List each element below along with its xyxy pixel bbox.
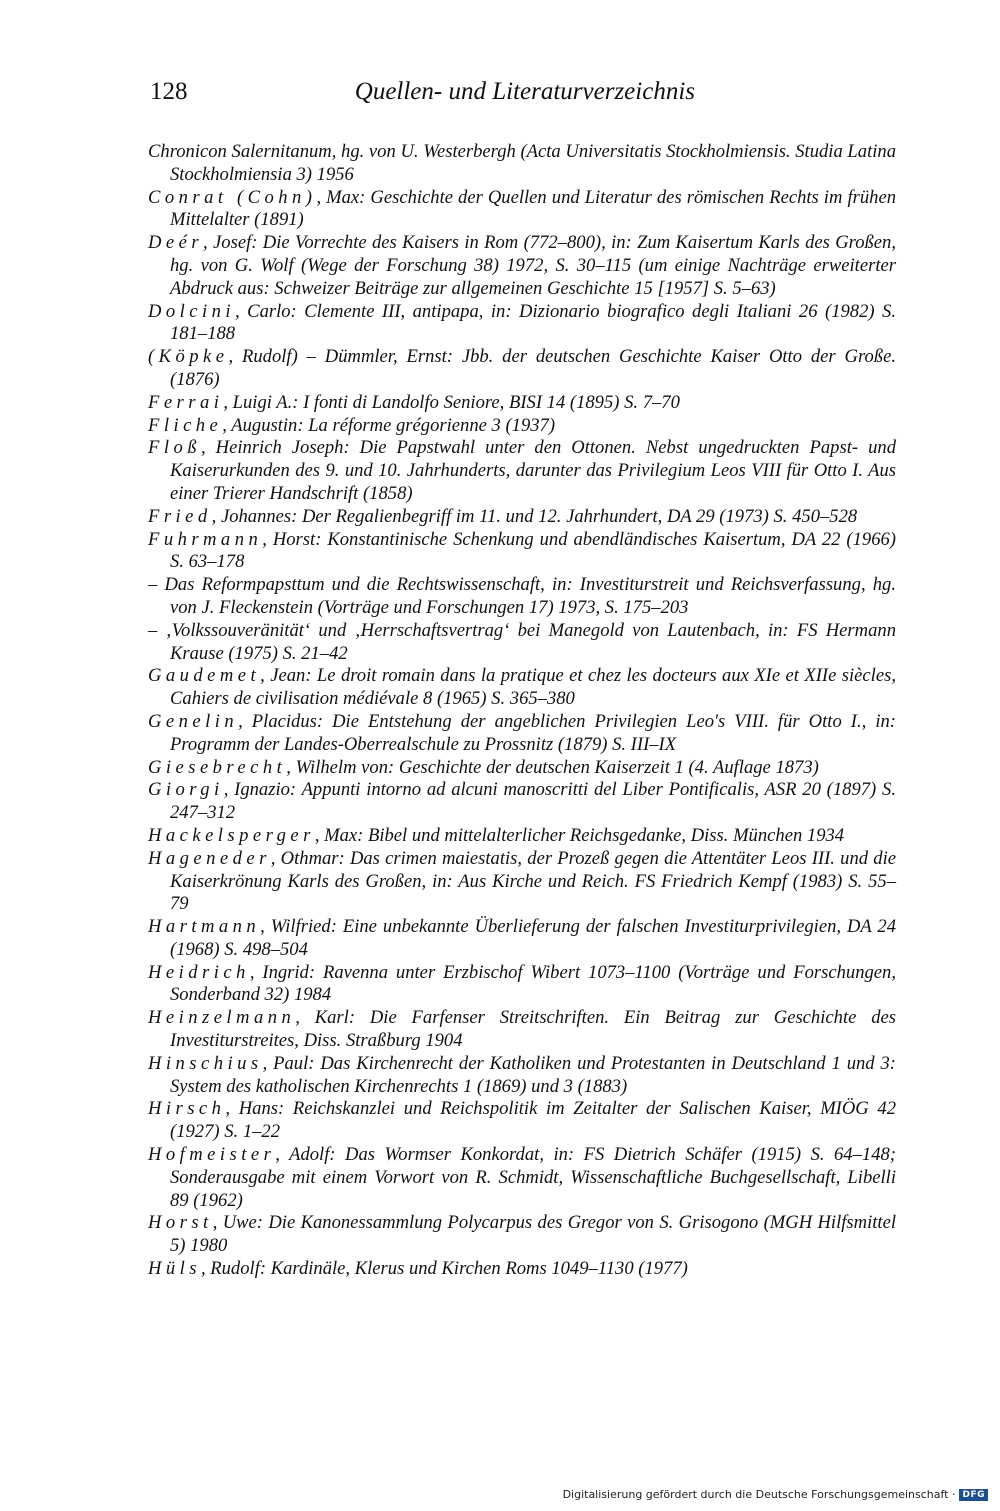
entry-author: Hackelsperger xyxy=(148,824,315,846)
bibliography-entry xyxy=(148,1144,896,1212)
entry-text: , Horst: Konstantinische Schenkung und abendländisches Kaisertum, DA 22 (1966) S. 63–178 xyxy=(170,528,896,573)
entry-author: Giesebrecht xyxy=(148,756,287,778)
bibliography-entry xyxy=(148,916,896,962)
bibliography-entry xyxy=(148,506,896,529)
footer xyxy=(563,1488,988,1501)
entry-text: , Placidus: Die Entstehung der angeblichen Privilegien Leo's VIII. für Otto I., in: Programm der Landes-Oberrealschule zu Prossnitz (1879) S. III–IX xyxy=(170,710,896,755)
entry-text: , Paul: Das Kirchenrecht der Katholiken und Protestanten in Deutschland 1 und 3: System des katholischen Kirchenrechts 1 (1869) und 3 (1883) xyxy=(170,1052,896,1097)
entry-author: Hüls xyxy=(148,1258,201,1280)
entry-text: – Das Reformpapsttum und die Rechtswissenschaft, in: Investiturstreit und Reichsverfassung, hg. von J. Fleckenstein (Vorträge und Forschungen 17) 1973, S. 175–203 xyxy=(148,574,896,618)
bibliography-entry xyxy=(148,346,896,392)
entry-text: , Rudolf) – Dümmler, Ernst: Jbb. der deutschen Geschichte Kaiser Otto der Große. (1876) xyxy=(170,346,896,390)
entry-author: Floß xyxy=(148,437,201,459)
entry-author: Ferrai xyxy=(148,391,224,413)
bibliography-list xyxy=(148,141,896,1281)
page-number: 128 xyxy=(150,78,188,105)
entry-text: , Augustin: La réforme grégorienne 3 (1937) xyxy=(222,414,556,436)
bibliography-entry xyxy=(148,1098,896,1144)
entry-text: , Adolf: Das Wormser Konkordat, in: FS Dietrich Schäfer (1915) S. 64–148; Sonderausgabe mit einem Vorwort von R. Schmidt, Wissenschaftliche Buchgesellschaft, Libelli 89 (1962) xyxy=(170,1144,896,1211)
entry-text: , Wilhelm von: Geschichte der deutschen Kaiserzeit 1 (4. Auflage 1873) xyxy=(286,756,819,778)
bibliography-entry xyxy=(148,187,896,233)
entry-author: Hageneder xyxy=(148,847,271,869)
entry-author: Hinschius xyxy=(148,1052,263,1074)
bibliography-entry xyxy=(148,757,896,780)
entry-text: Chronicon Salernitanum, hg. von U. Westerbergh (Acta Universitatis Stockholmiensis. Studia Latina Stockholmiensia 3) 1956 xyxy=(148,141,896,185)
entry-text: , Wilfried: Eine unbekannte Überlieferung der falschen Investiturprivilegien, DA 24 (1968) S. 498–504 xyxy=(170,916,896,960)
entry-author: Hartmann xyxy=(148,916,261,938)
bibliography-entry xyxy=(148,529,896,575)
entry-author: Dolcini xyxy=(148,300,236,322)
bibliography-entry xyxy=(148,1258,896,1281)
entry-text: , Johannes: Der Regalienbegriff im 11. und 12. Jahrhundert, DA 29 (1973) S. 450–528 xyxy=(211,505,858,527)
entry-author: Hirsch xyxy=(148,1098,226,1120)
dfg-logo: DFG xyxy=(959,1489,988,1501)
entry-text: , Uwe: Die Kanonessammlung Polycarpus des Gregor von S. Grisogono (MGH Hilfsmittel 5) 1980 xyxy=(170,1212,896,1257)
entry-author: Horst xyxy=(148,1212,213,1234)
entry-author: Genelin xyxy=(148,710,239,732)
entry-text: , Josef: Die Vorrechte des Kaisers in Rom (772–800), in: Zum Kaisertum Karls des Großen, hg. von G. Wolf (Wege der Forschung 38) 1972, S. 30–115 (um einige Nachträge erweiterter Abdruck aus: Schweizer Beiträge zur allgemeinen Geschichte 15 [1957] S. 5–63) xyxy=(170,232,896,299)
footer-text: Digitalisierung gefördert durch die Deutsche Forschungsgemeinschaft · xyxy=(562,1488,956,1501)
bibliography-entry xyxy=(148,232,896,300)
bibliography-entry xyxy=(148,962,896,1008)
entry-text: , Hans: Reichskanzlei und Reichspolitik im Zeitalter der Salischen Kaiser, MIÖG 42 (1927) S. 1–22 xyxy=(170,1098,896,1143)
bibliography-entry xyxy=(148,437,896,505)
entry-author: Fuhrmann xyxy=(148,528,263,550)
entry-text: , Jean: Le droit romain dans la pratique et chez les docteurs aux XIe et XIIe siècles, Cahiers de civilisation médiévale 8 (1965) S. 365–380 xyxy=(170,665,896,710)
bibliography-entry xyxy=(148,779,896,825)
entry-author: Hofmeister xyxy=(148,1144,276,1166)
entry-author: Fried xyxy=(148,505,212,527)
entry-author: Deér xyxy=(148,232,204,254)
bibliography-entry xyxy=(148,574,896,620)
running-title: Quellen- und Literaturverzeichnis xyxy=(354,78,695,105)
entry-text: , Rudolf: Kardinäle, Klerus und Kirchen Roms 1049–1130 (1977) xyxy=(200,1258,688,1280)
entry-text: , Heinrich Joseph: Die Papstwahl unter den Ottonen. Nebst ungedruckten Papst- und Kaiserurkunden des 9. und 10. Jahrhunderts, darunter das Privilegium Leos VIII für Otto I. Aus einer Trierer Handschrift (1858) xyxy=(170,437,896,504)
bibliography-entry xyxy=(148,665,896,711)
entry-author: Giorgi xyxy=(148,779,224,801)
entry-author: Heidrich xyxy=(148,961,250,983)
bibliography-entry xyxy=(148,711,896,757)
bibliography-entry xyxy=(148,141,896,187)
bibliography-entry xyxy=(148,848,896,916)
entry-text: – ‚Volkssouveränität‘ und ‚Herrschaftsvertrag‘ bei Manegold von Lautenbach, in: FS Hermann Krause (1975) S. 21–42 xyxy=(148,619,896,664)
bibliography-entry xyxy=(148,1212,896,1258)
entry-author: Conrat (Cohn) xyxy=(148,186,317,208)
entry-author: Gaudemet xyxy=(148,665,261,687)
entry-text: , Luigi A.: I fonti di Landolfo Seniore, BISI 14 (1895) S. 7–70 xyxy=(223,391,680,413)
entry-author: (Köpke xyxy=(148,346,229,368)
entry-text: , Othmar: Das crimen maiestatis, der Prozeß gegen die Attentäter Leos III. und die Kaiserkrönung Karls des Großen, in: Aus Kirche und Reich. FS Friedrich Kempf (1983) S. 55–79 xyxy=(170,847,896,915)
entry-text: , Max: Geschichte der Quellen und Literatur des römischen Rechts im frühen Mittelalter (1891) xyxy=(170,186,896,231)
entry-author: Fliche xyxy=(148,414,223,436)
bibliography-entry xyxy=(148,301,896,347)
bibliography-entry xyxy=(148,1007,896,1053)
entry-author: Heinzelmann xyxy=(148,1007,296,1029)
entry-text: , Carlo: Clemente III, antipapa, in: Dizionario biografico degli Italiani 26 (1982) S. 181–188 xyxy=(170,300,896,345)
entry-text: , Max: Bibel und mittelalterlicher Reichsgedanke, Diss. München 1934 xyxy=(314,824,845,846)
bibliography-entry xyxy=(148,415,896,438)
bibliography-entry xyxy=(148,825,896,848)
bibliography-entry xyxy=(148,392,896,415)
entry-text: , Ignazio: Appunti intorno ad alcuni manoscritti del Liber Pontificalis, ASR 20 (1897) S. 247–312 xyxy=(170,779,896,824)
page-header xyxy=(150,78,898,112)
bibliography-entry xyxy=(148,1053,896,1099)
entry-text: , Karl: Die Farfenser Streitschriften. Ein Beitrag zur Geschichte des Investiturstreites, Diss. Straßburg 1904 xyxy=(170,1007,896,1052)
bibliography-entry xyxy=(148,620,896,666)
entry-text: , Ingrid: Ravenna unter Erzbischof Wibert 1073–1100 (Vorträge und Forschungen, Sonderband 32) 1984 xyxy=(170,961,896,1006)
